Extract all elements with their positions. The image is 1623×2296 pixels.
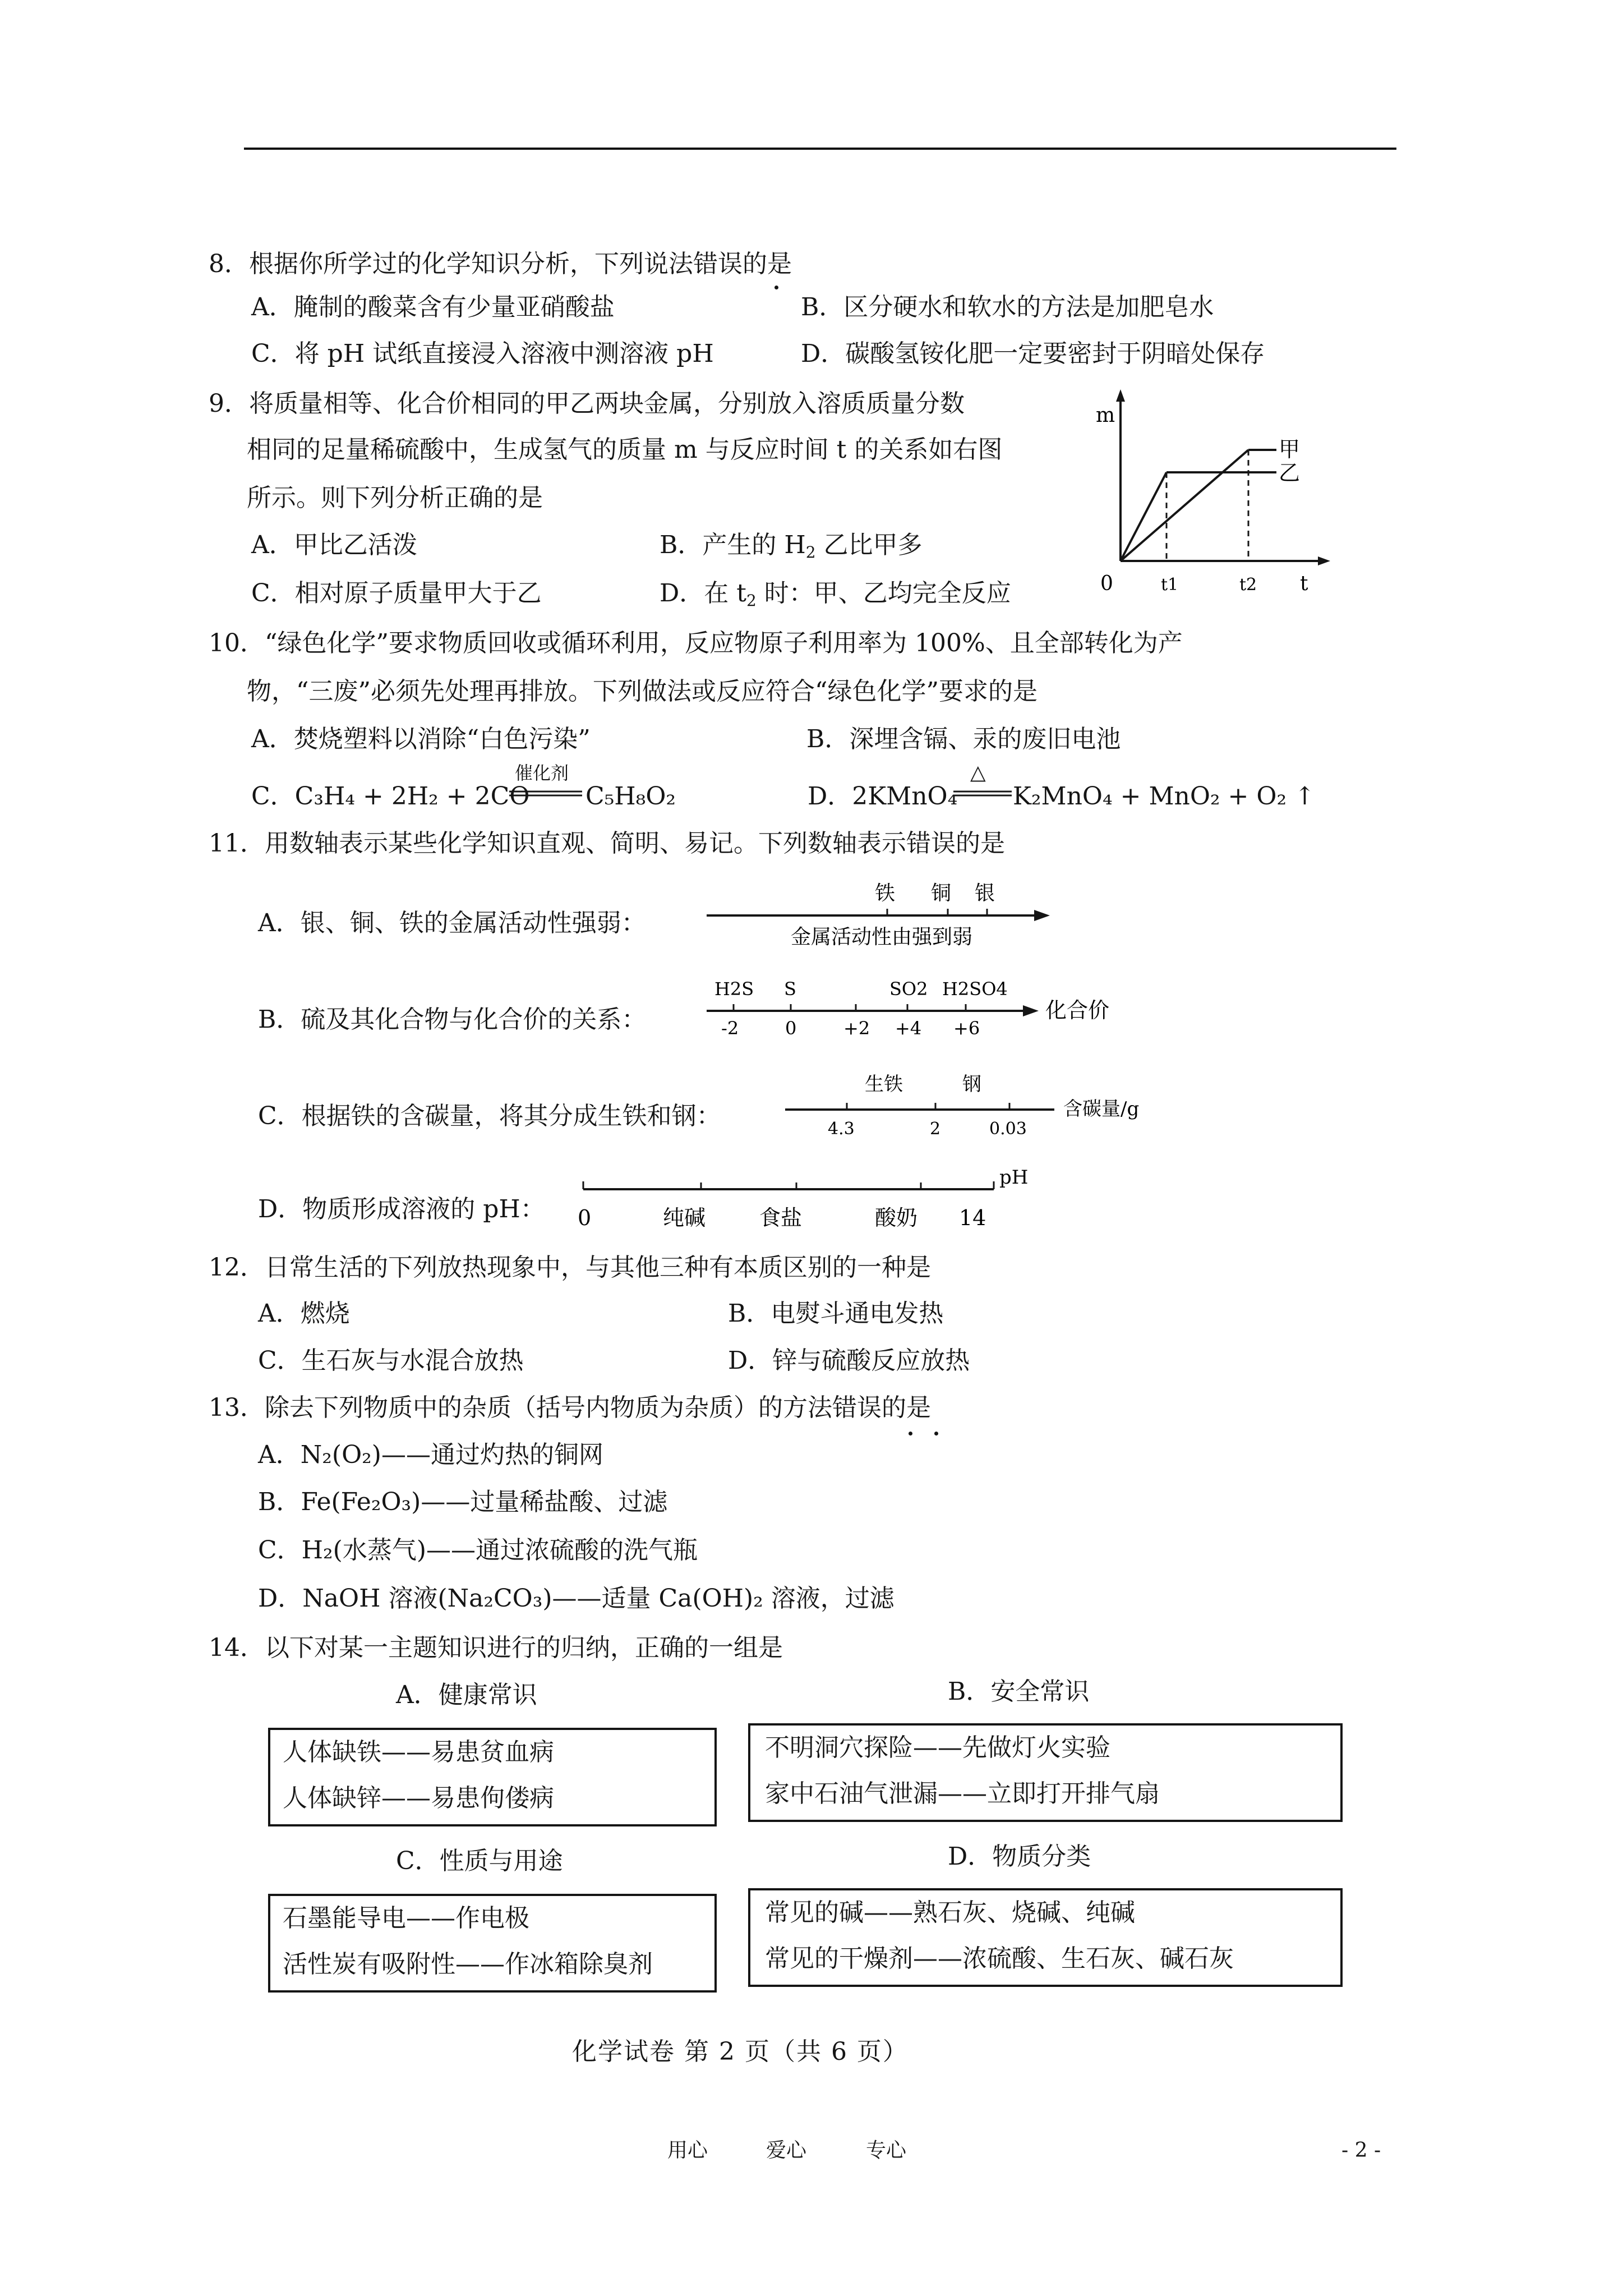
c-value-2: 2 <box>930 1119 941 1139</box>
q14-c-title: C．性质与用途 <box>396 1847 563 1875</box>
q11-d-number-line <box>572 1161 1054 1240</box>
equals-sign-d <box>953 790 1012 798</box>
emphasis-dot <box>909 1427 912 1438</box>
q14-a-box <box>268 1728 717 1826</box>
q10-option-d-reactant: D．2KMnO₄ <box>808 782 958 811</box>
d-axis-name: pH <box>999 1166 1029 1189</box>
b-compound-h2so4: H2SO4 <box>942 978 1008 1000</box>
q13-stem: 13．除去下列物质中的杂质（括号内物质为杂质）的方法错误的是 <box>209 1393 931 1422</box>
a-axis-caption: 金属活动性由强到弱 <box>791 926 973 949</box>
c-value-0-03: 0.03 <box>989 1119 1027 1139</box>
footer-motto-3: 专心 <box>866 2139 907 2162</box>
x-axis-arrow <box>1318 556 1330 565</box>
footer-motto-2: 爱心 <box>766 2139 807 2162</box>
emphasis-dot <box>934 1427 938 1438</box>
series-label-jia: 甲 <box>1279 437 1301 462</box>
q14-b-line-1: 不明洞穴探险——先做灯火实验 <box>765 1733 1110 1762</box>
b-value-0: 0 <box>785 1018 797 1039</box>
q11-option-d-label: D．物质形成溶液的 pH： <box>258 1195 545 1223</box>
q11-option-a-label: A．银、铜、铁的金属活动性强弱： <box>258 909 646 937</box>
q9-option-d: D．在 $t_2$ 时：甲、乙均完全反应 <box>660 579 1011 610</box>
a-item-silver: 银 <box>975 882 995 905</box>
c-item-pig-iron: 生铁 <box>865 1073 903 1096</box>
exam-page-label: 化学试卷 第 2 页（共 6 页） <box>572 2037 909 2066</box>
q14-c-line-1: 石墨能导电——作电极 <box>283 1904 529 1932</box>
q14-b-title: B．安全常识 <box>948 1677 1090 1706</box>
q10-stem-line-2: 物，“三废”必须先处理再排放。下列做法或反应符合“绿色化学”要求的是 <box>247 677 1038 706</box>
header-rule <box>244 148 1396 150</box>
c-axis-name: 含碳量/g <box>1063 1098 1140 1120</box>
footer-motto-1: 用心 <box>667 2139 708 2162</box>
q12-option-c: C．生石灰与水混合放热 <box>258 1346 524 1375</box>
q9-option-a: A．甲比乙活泼 <box>251 531 417 559</box>
q12-option-d: D．锌与硫酸反应放热 <box>728 1346 970 1375</box>
a-item-iron: 铁 <box>875 882 896 905</box>
q9-option-c: C．相对原子质量甲大于乙 <box>251 579 542 608</box>
q12-stem: 12．日常生活的下列放热现象中，与其他三种有本质区别的一种是 <box>209 1253 931 1282</box>
q8-option-b: B．区分硬水和软水的方法是加肥皂水 <box>801 293 1214 321</box>
q14-a-line-1: 人体缺铁——易患贫血病 <box>283 1738 554 1766</box>
curve-jia-rise <box>1121 450 1248 561</box>
q10-option-b: B．深埋含镉、汞的废旧电池 <box>806 725 1121 753</box>
b-compound-h2s: H2S <box>714 978 754 1000</box>
q13-option-b: B．Fe(Fe₂O₃)——过量稀盐酸、过滤 <box>258 1488 668 1516</box>
q13-option-a: A．N₂(O₂)——通过灼热的铜网 <box>258 1441 603 1469</box>
c-item-steel: 钢 <box>962 1073 981 1096</box>
b-value-plus6: +6 <box>953 1018 980 1039</box>
b-compound-so2: SO2 <box>889 978 928 1000</box>
d-item-yogurt: 酸奶 <box>875 1205 918 1230</box>
q9-option-b: B．产生的 $H_2$ 乙比甲多 <box>660 531 923 562</box>
q14-d-title: D．物质分类 <box>948 1842 1091 1871</box>
q10-option-a: A．焚烧塑料以消除“白色污染” <box>251 725 591 753</box>
q14-d-line-2: 常见的干燥剂——浓硫酸、生石灰、碱石灰 <box>765 1944 1234 1973</box>
q13-option-c: C．H₂(水蒸气)——通过浓硫酸的洗气瓶 <box>258 1536 698 1565</box>
q14-d-line-1: 常见的碱——熟石灰、烧碱、纯碱 <box>765 1898 1135 1927</box>
d-start-0: 0 <box>578 1205 592 1230</box>
x-axis-label: t <box>1300 572 1308 595</box>
emphasis-dot <box>774 281 778 292</box>
d-end-14: 14 <box>959 1205 986 1230</box>
b-value-plus4: +4 <box>895 1018 922 1039</box>
t2-label: t2 <box>1239 575 1257 595</box>
q8-option-a: A．腌制的酸菜含有少量亚硝酸盐 <box>251 293 615 321</box>
y-axis-label: m <box>1096 404 1115 427</box>
q14-b-line-2: 家中石油气泄漏——立即打开排气扇 <box>765 1779 1160 1808</box>
q8-option-d: D．碳酸氢铵化肥一定要密封于阴暗处保存 <box>801 339 1265 368</box>
q11-option-c-label: C．根据铁的含碳量，将其分成生铁和钢： <box>258 1102 721 1130</box>
q11-stem: 11．用数轴表示某些化学知识直观、简明、易记。下列数轴表示错误的是 <box>209 829 1005 858</box>
b-value-plus2: +2 <box>843 1018 870 1039</box>
catalyst-condition: 催化剂 <box>515 762 569 784</box>
equals-sign-c <box>509 790 582 798</box>
q12-option-b: B．电熨斗通电发热 <box>728 1299 944 1328</box>
q12-option-a: A．燃烧 <box>258 1299 350 1328</box>
q10-option-d-products: K₂MnO₄ + MnO₂ + O₂ ↑ <box>1013 782 1315 811</box>
q14-stem: 14．以下对某一主题知识进行的归纳，正确的一组是 <box>209 1634 783 1662</box>
origin-label: 0 <box>1100 572 1113 595</box>
b-value-minus2: -2 <box>721 1018 739 1039</box>
t1-label: t1 <box>1161 575 1179 595</box>
q14-c-box <box>268 1894 717 1993</box>
y-axis-arrow <box>1116 389 1125 402</box>
q10-option-c-reactants: C．C₃H₄ + 2H₂ + 2CO <box>251 782 530 811</box>
q14-d-box <box>748 1888 1343 1987</box>
q14-c-line-2: 活性炭有吸附性——作冰箱除臭剂 <box>283 1950 653 1978</box>
q11-c-number-line <box>785 1066 1178 1150</box>
q9-stem-line-3: 所示。则下列分析正确的是 <box>247 484 543 512</box>
q10-stem-line-1: 10．“绿色化学”要求物质回收或循环利用，反应物原子利用率为 100%、且全部转化为产 <box>209 629 1183 657</box>
q14-a-title: A．健康常识 <box>396 1681 537 1709</box>
q13-option-d: D．NaOH 溶液(Na₂CO₃)——适量 Ca(OH)₂ 溶液，过滤 <box>258 1584 895 1613</box>
page-number: - 2 - <box>1341 2139 1381 2162</box>
b-axis-name: 化合价 <box>1045 998 1110 1023</box>
q8-option-c: C．将 pH 试纸直接浸入溶液中测溶液 pH <box>251 339 714 368</box>
q10-option-c-product: C₅H₈O₂ <box>585 782 676 811</box>
c-value-4-3: 4.3 <box>828 1119 855 1139</box>
q8-stem: 8．根据你所学过的化学知识分析，下列说法错误的是 <box>209 250 792 278</box>
q11-b-number-line <box>707 970 1155 1049</box>
q9-stem-line-2: 相同的足量稀硫酸中，生成氢气的质量 m 与反应时间 t 的关系如右图 <box>247 435 1003 464</box>
d-item-salt: 食盐 <box>759 1205 803 1230</box>
q11-a-number-line <box>707 875 1054 954</box>
curve-yi-rise <box>1121 472 1166 561</box>
d-item-soda-ash: 纯碱 <box>663 1205 706 1230</box>
q14-a-line-2: 人体缺锌——易患佝偻病 <box>283 1784 554 1812</box>
q14-b-box <box>748 1723 1343 1822</box>
heating-condition: △ <box>970 761 986 784</box>
q9-stem-line-1: 9．将质量相等、化合价相同的甲乙两块金属，分别放入溶质质量分数 <box>209 389 965 418</box>
b-compound-s: S <box>784 978 796 1000</box>
q9-mass-time-graph <box>1088 387 1380 600</box>
series-label-yi: 乙 <box>1279 461 1301 485</box>
a-item-copper: 铜 <box>931 882 952 905</box>
q11-option-b-label: B．硫及其化合物与化合价的关系： <box>258 1005 647 1034</box>
